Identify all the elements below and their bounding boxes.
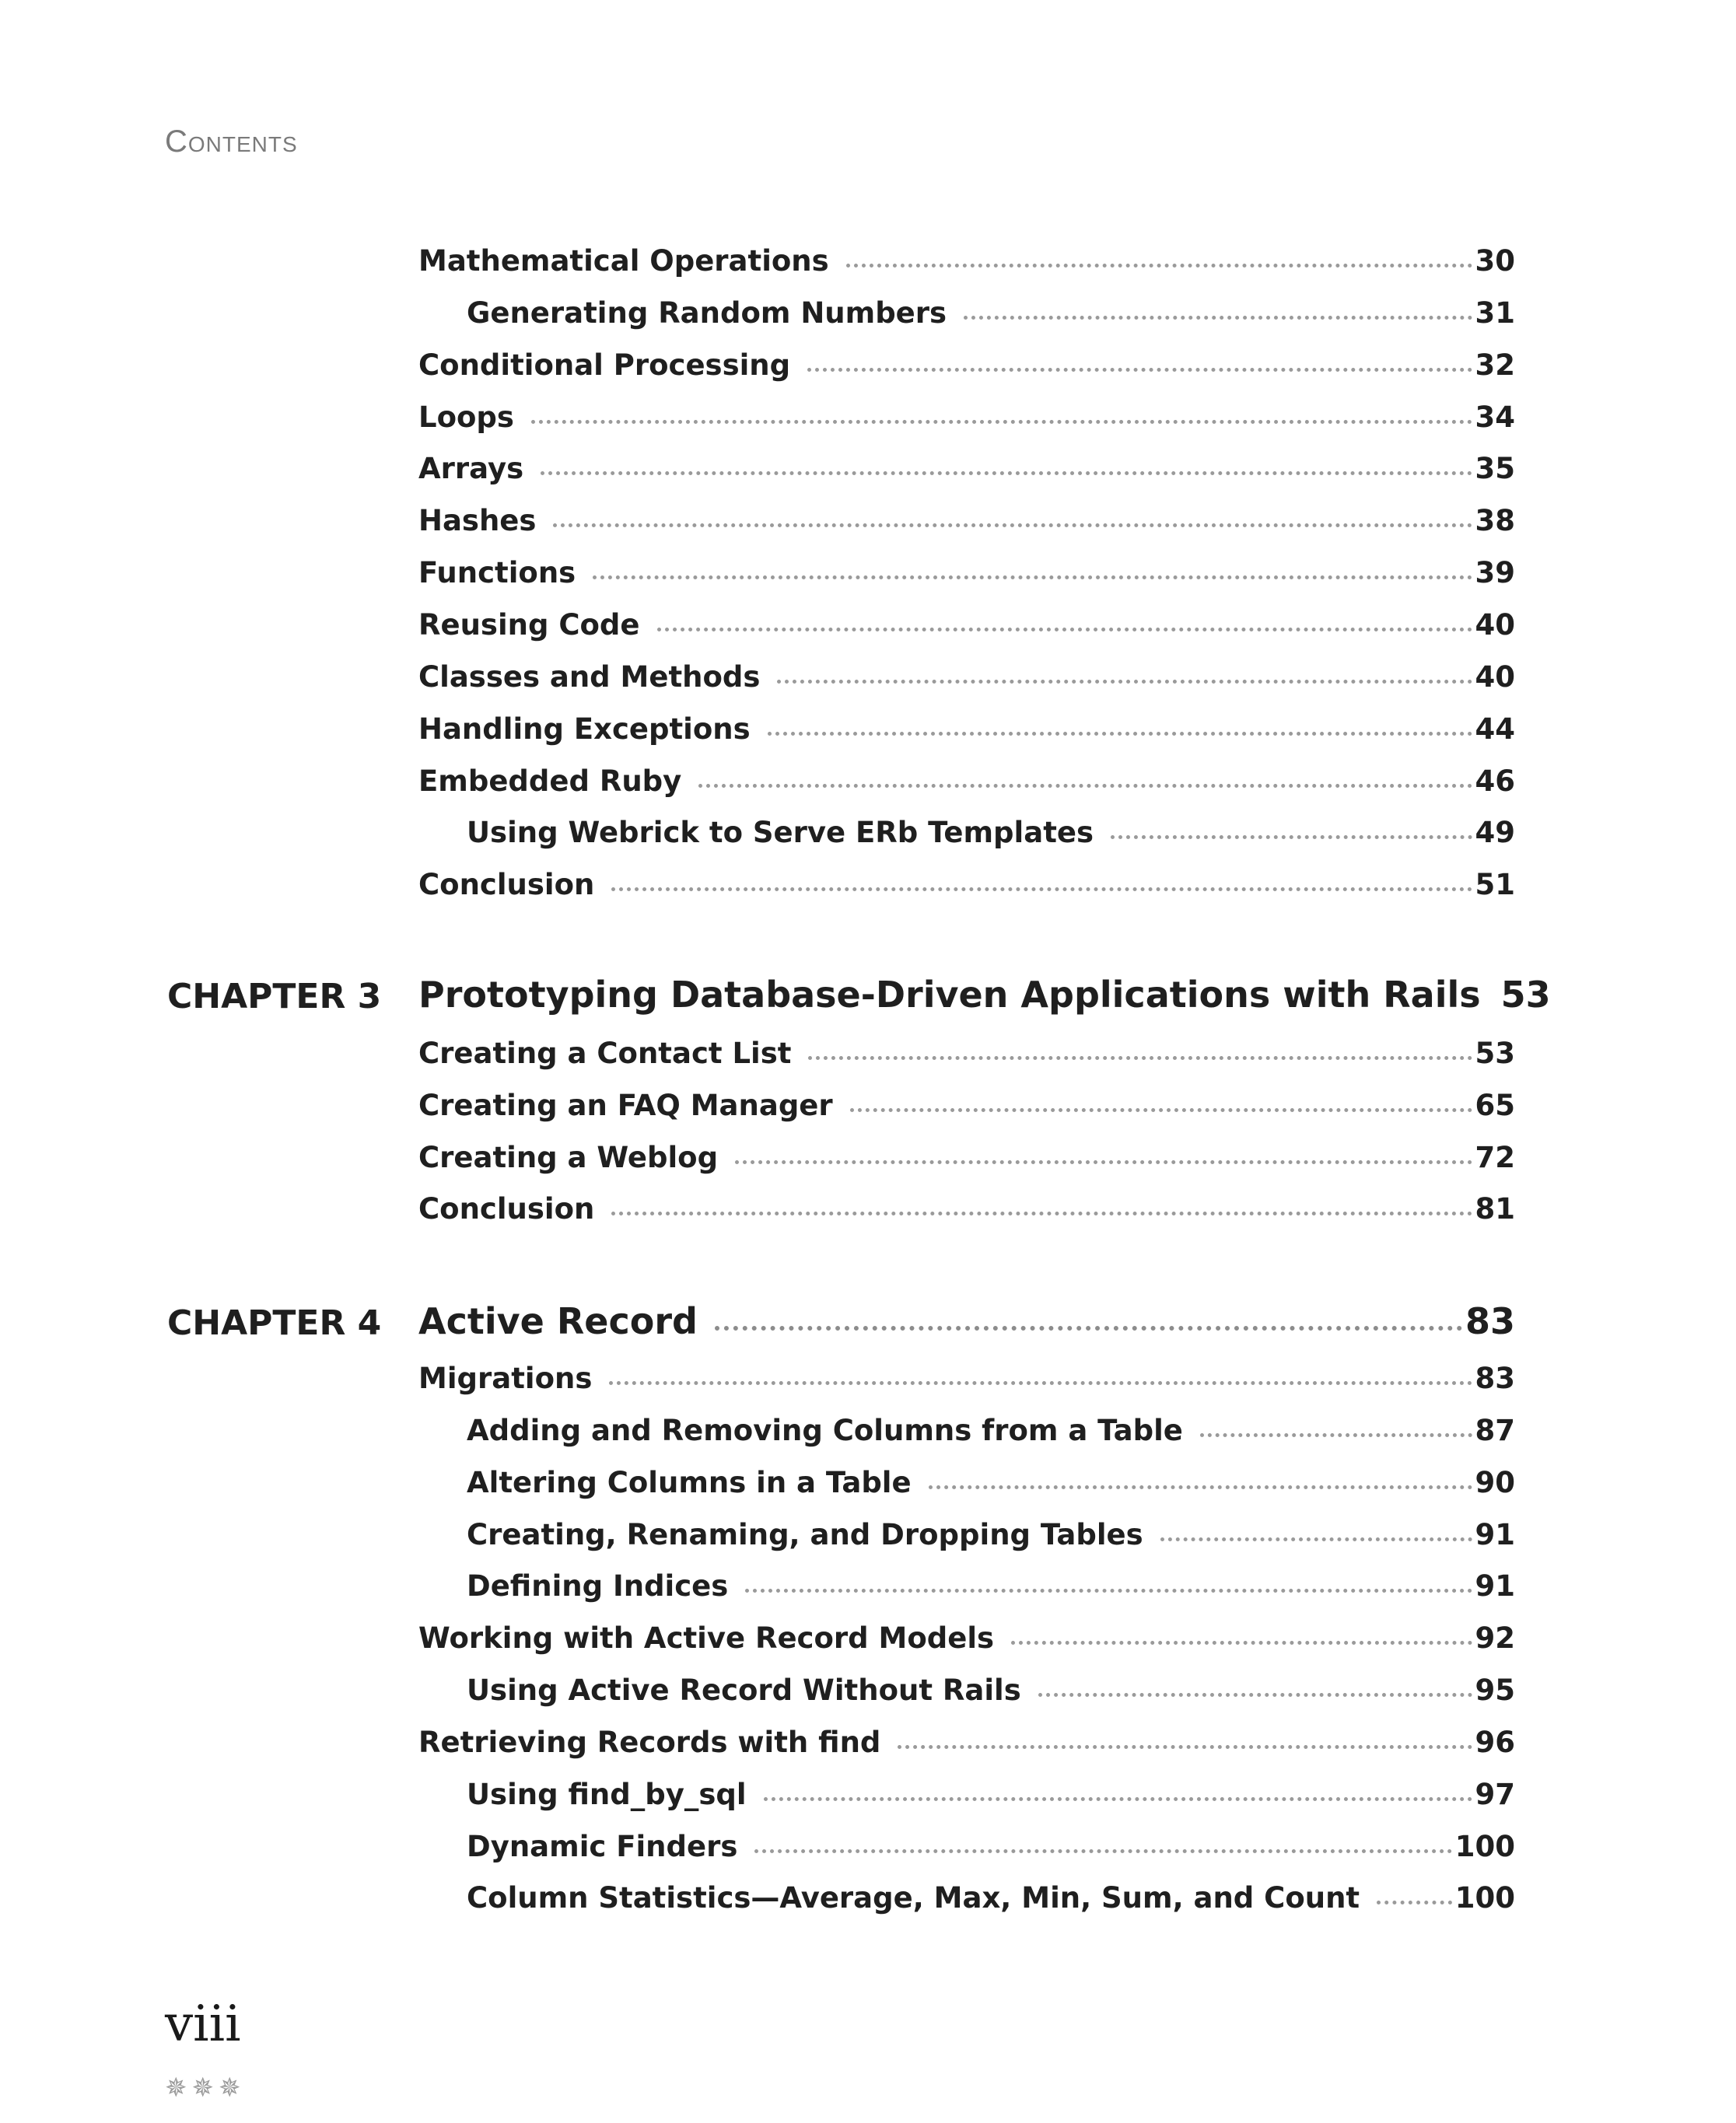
toc-entry[interactable] — [418, 244, 1515, 278]
toc-entry-title: Loops — [418, 400, 514, 434]
toc-entry-page: 100 — [1454, 1830, 1515, 1863]
chapter-page: 53 — [1500, 974, 1551, 1016]
toc-entry-page: 44 — [1475, 712, 1515, 746]
toc-entry[interactable] — [418, 1364, 1515, 1393]
toc-entry-title: Hashes — [418, 504, 537, 537]
toc-subentry[interactable] — [467, 296, 1515, 330]
toc-entry-title: Creating an FAQ Manager — [418, 1089, 833, 1122]
toc-entry-title: Arrays — [418, 452, 524, 485]
toc-entry-page: 72 — [1475, 1141, 1515, 1174]
toc-entry[interactable] — [418, 1091, 1515, 1120]
dot-leader — [768, 732, 1472, 736]
dot-leader — [541, 471, 1472, 475]
toc-entry[interactable] — [418, 764, 1515, 798]
dot-leader — [764, 1797, 1472, 1801]
chapter-title: Prototyping Database-Driven Applications with Rails — [418, 974, 1481, 1016]
toc-entry-title: Reusing Code — [418, 608, 640, 642]
toc-entry[interactable] — [418, 348, 1515, 382]
toc-entry[interactable] — [418, 660, 1515, 694]
toc-entry-title: Defining Indices — [467, 1569, 729, 1603]
toc-entry[interactable] — [418, 1192, 1515, 1226]
dot-leader — [929, 1485, 1472, 1489]
toc-entry-page: 92 — [1475, 1621, 1515, 1655]
toc-entry-page: 34 — [1475, 400, 1515, 434]
running-head: Contents — [165, 124, 298, 159]
toc-entry-title: Migrations — [418, 1362, 593, 1395]
toc-entry-page: 38 — [1475, 504, 1515, 537]
toc-subentry[interactable] — [467, 1881, 1515, 1915]
toc-entry-page: 91 — [1475, 1569, 1515, 1603]
toc-entry-page: 51 — [1475, 868, 1515, 901]
toc-entry-title: Functions — [418, 556, 576, 589]
toc-entry[interactable] — [418, 1621, 1515, 1655]
toc-subentry[interactable] — [467, 1468, 1515, 1497]
toc-entry-page: 65 — [1475, 1089, 1515, 1122]
toc-entry-title: Adding and Removing Columns from a Table — [467, 1414, 1183, 1447]
toc-entry-page: 49 — [1475, 816, 1515, 849]
toc-entry-page: 32 — [1475, 348, 1515, 382]
toc-entry-title: Embedded Ruby — [418, 764, 682, 798]
toc-entry-page: 40 — [1475, 608, 1515, 642]
dot-leader — [553, 523, 1472, 527]
dot-leader — [745, 1589, 1472, 1593]
dot-leader — [754, 1849, 1451, 1853]
toc-entry-title: Working with Active Record Models — [418, 1621, 995, 1655]
dot-leader — [964, 316, 1472, 320]
toc-entry-title: Using Active Record Without Rails — [467, 1674, 1021, 1707]
chapter-title: Active Record — [418, 1300, 698, 1342]
toc-entry-page: 39 — [1475, 556, 1515, 589]
toc-entry[interactable] — [418, 1728, 1515, 1757]
toc-entry-page: 87 — [1475, 1414, 1515, 1447]
toc-entry-title: Classes and Methods — [418, 660, 761, 694]
dot-leader — [850, 1108, 1472, 1112]
dot-leader — [777, 680, 1472, 684]
toc-entry-title: Mathematical Operations — [418, 244, 829, 278]
toc-entry-title: Creating, Renaming, and Dropping Tables — [467, 1518, 1143, 1551]
toc-entry-page: 83 — [1475, 1362, 1515, 1395]
dot-leader — [611, 1212, 1472, 1215]
dot-leader — [735, 1160, 1472, 1164]
toc-entry-title: Dynamic Finders — [467, 1830, 738, 1863]
dot-leader — [1160, 1537, 1472, 1541]
chapter-label: CHAPTER 3 — [167, 977, 382, 1016]
toc-subentry[interactable] — [467, 1416, 1515, 1445]
dot-leader — [846, 264, 1472, 268]
toc-entry-page: 96 — [1475, 1726, 1515, 1759]
dot-leader — [593, 575, 1472, 579]
toc-entry-title: Conclusion — [418, 868, 595, 901]
dot-leader — [611, 887, 1472, 891]
toc-entry-page: 30 — [1475, 244, 1515, 278]
toc-entry[interactable] — [418, 870, 1515, 899]
chapter-heading[interactable] — [418, 974, 1551, 1016]
dot-leader — [609, 1381, 1472, 1385]
chapter-heading[interactable] — [418, 1300, 1515, 1342]
toc-entry[interactable] — [418, 454, 1515, 483]
toc-entry-title: Creating a Contact List — [418, 1037, 792, 1070]
toc-entry[interactable] — [418, 400, 1515, 434]
toc-subentry[interactable] — [467, 818, 1515, 847]
toc-entry-page: 31 — [1475, 296, 1515, 330]
toc-subentry[interactable] — [467, 1780, 1515, 1809]
toc-entry-title: Conditional Processing — [418, 348, 791, 382]
toc-entry-page: 81 — [1475, 1192, 1515, 1226]
dot-leader — [1111, 835, 1472, 839]
toc-entry-title: Conclusion — [418, 1192, 595, 1226]
toc-entry-page: 97 — [1475, 1778, 1515, 1811]
dot-leader — [657, 628, 1472, 631]
page-number: viii — [165, 1995, 241, 2053]
toc-entry[interactable] — [418, 1039, 1515, 1068]
toc-entry-page: 46 — [1475, 764, 1515, 798]
toc-subentry[interactable] — [467, 1676, 1515, 1705]
toc-subentry[interactable] — [467, 1520, 1515, 1549]
dot-leader — [715, 1326, 1462, 1331]
toc-entry-title: Generating Random Numbers — [467, 296, 947, 330]
toc-entry-title: Using Webrick to Serve ERb Templates — [467, 816, 1094, 849]
dot-leader — [808, 1056, 1472, 1060]
chapter-page: 83 — [1465, 1300, 1515, 1342]
toc-subentry[interactable] — [467, 1569, 1515, 1603]
toc-entry-title: Column Statistics—Average, Max, Min, Sum, and Count — [467, 1881, 1360, 1915]
toc-entry-page: 90 — [1475, 1466, 1515, 1499]
toc-entry-title: Handling Exceptions — [418, 712, 751, 746]
dot-leader — [531, 420, 1472, 424]
dot-leader — [1377, 1901, 1452, 1904]
toc-entry[interactable] — [418, 608, 1515, 642]
ornament-icon: ✵✵✵ — [165, 2072, 246, 2104]
toc-entry[interactable] — [418, 558, 1515, 587]
toc-entry-page: 35 — [1475, 452, 1515, 485]
toc-entry[interactable] — [418, 1143, 1515, 1172]
dot-leader — [1038, 1693, 1472, 1697]
dot-leader — [898, 1745, 1472, 1749]
dot-leader — [1200, 1433, 1472, 1437]
toc-entry-title: Retrieving Records with find — [418, 1726, 881, 1759]
toc-entry-page: 53 — [1475, 1037, 1515, 1070]
dot-leader — [807, 368, 1472, 372]
chapter-label: CHAPTER 4 — [167, 1303, 382, 1343]
toc-entry-page: 100 — [1454, 1881, 1515, 1915]
toc-entry-page: 91 — [1475, 1518, 1515, 1551]
toc-subentry[interactable] — [467, 1832, 1515, 1861]
toc-entry-title: Altering Columns in a Table — [467, 1466, 912, 1499]
toc-entry-page: 40 — [1475, 660, 1515, 694]
toc-entry-title: Creating a Weblog — [418, 1141, 719, 1174]
dot-leader — [698, 784, 1472, 788]
dot-leader — [1011, 1641, 1472, 1645]
toc-entry-page: 95 — [1475, 1674, 1515, 1707]
toc-entry-title: Using find_by_sql — [467, 1778, 747, 1811]
toc-entry[interactable] — [418, 712, 1515, 746]
toc-entry[interactable] — [418, 506, 1515, 535]
